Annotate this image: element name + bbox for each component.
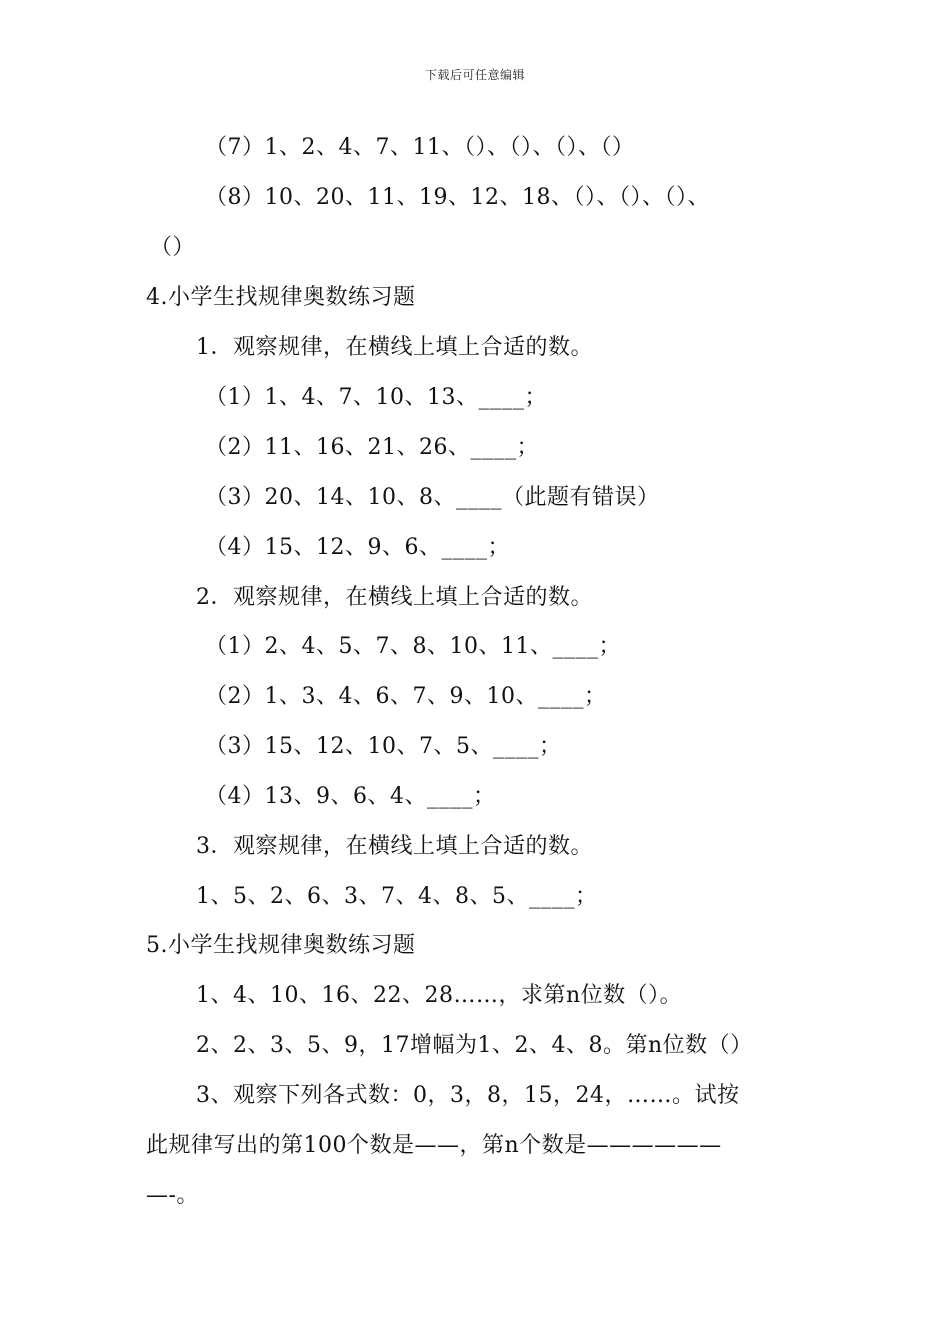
problem-3: 3、观察下列各式数：0，3，8，15，24，……。试按 xyxy=(196,1083,740,1108)
sequence-8: （8）10、20、11、19、12、18、（）、（）、（）、 xyxy=(205,185,710,210)
question-1-item-4: （4）15、12、9、6、____； xyxy=(205,535,510,560)
section-heading-5: 5.小学生找规律奥数练习题 xyxy=(146,933,416,958)
question-2-item-1: （1）2、4、5、7、8、10、11、____； xyxy=(205,634,621,659)
question-3-sequence: 1、5、2、6、3、7、4、8、5、____； xyxy=(196,884,598,909)
question-2-item-3: （3）15、12、10、7、5、____； xyxy=(205,734,562,759)
section-heading-4: 4.小学生找规律奥数练习题 xyxy=(146,285,416,310)
sequence-7: （7）1、2、4、7、11、（）、（）、（）、（） xyxy=(205,135,635,160)
question-3-instruction: 3．观察规律，在横线上填上合适的数。 xyxy=(196,834,593,859)
problem-2: 2、2、3、5、9，17增幅为1、2、4、8。第n位数（） xyxy=(196,1033,753,1058)
page-header: 下载后可任意编辑 xyxy=(424,68,525,82)
question-2-item-2: （2）1、3、4、6、7、9、10、____； xyxy=(205,684,607,709)
problem-3-continued: 此规律写出的第100个数是——，第n个数是—————— xyxy=(146,1133,722,1158)
question-1-instruction: 1．观察规律，在横线上填上合适的数。 xyxy=(196,335,593,360)
question-1-item-1: （1）1、4、7、10、13、____； xyxy=(205,385,547,410)
question-1-item-2: （2）11、16、21、26、____； xyxy=(205,435,539,460)
sequence-8-continued: （） xyxy=(150,235,196,260)
problem-3-end: —-。 xyxy=(146,1183,199,1208)
problem-1: 1、4、10、16、22、28……，求第n位数（）。 xyxy=(196,983,683,1008)
question-1-item-3: （3）20、14、10、8、____（此题有错误） xyxy=(205,485,660,510)
question-2-item-4: （4）13、9、6、4、____； xyxy=(205,784,496,809)
question-2-instruction: 2．观察规律，在横线上填上合适的数。 xyxy=(196,585,593,610)
